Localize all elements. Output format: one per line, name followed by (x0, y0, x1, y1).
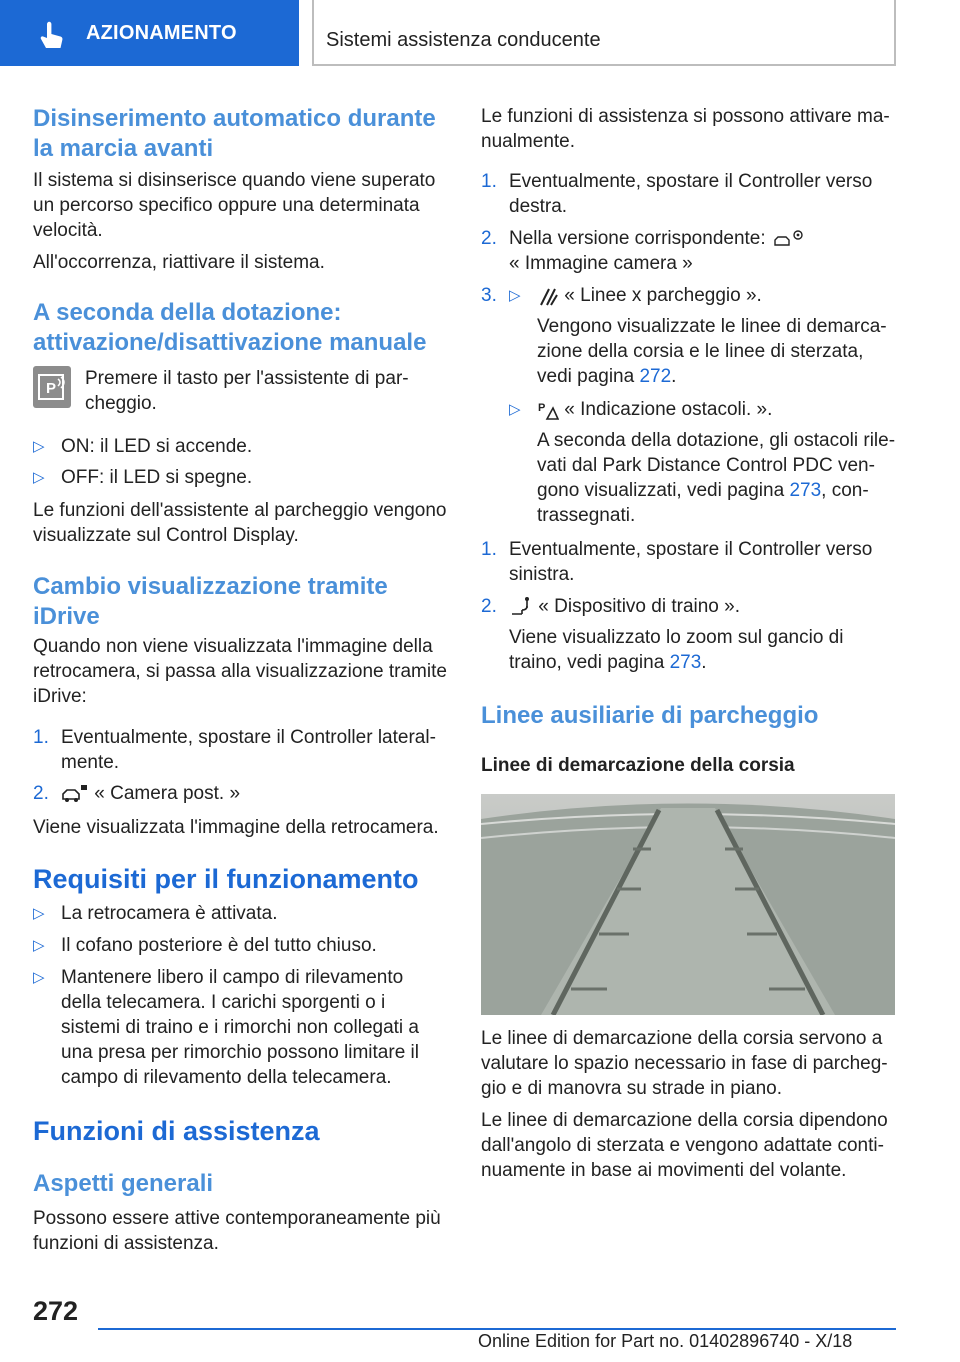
para-auto-off-1: Il sistema si disinserisce quando viene superato un percorso specifico oppure una determinata velocità. (33, 170, 436, 241)
heading-auto-off: Disinserimento automatico durante la marcia avanti (33, 105, 436, 162)
sub2-text-end: , contrassegnati. (537, 480, 869, 526)
chapter-tab[interactable] (0, 0, 299, 66)
section-tab-label: Sistemi assistenza conducente (326, 29, 601, 51)
list-item (33, 965, 448, 1090)
heading-general: Aspetti generali (33, 1170, 214, 1197)
list-item (33, 901, 448, 926)
para-lane-2: Le linee di demarcazione della corsia dipendono dall'angolo di sterzata e vengono adattate continuamente in base ai movimenti del volante. (481, 1110, 888, 1181)
sub1-description (509, 314, 896, 389)
list-item (33, 781, 448, 806)
para-rear-image: Viene visualizzata l'immagine della retrocamera. (33, 817, 439, 838)
para-manual: Le funzioni di assistenza si possono attivare manualmente. (481, 106, 890, 152)
lane-lines-illustration (481, 794, 895, 1015)
heading-manual: A seconda della dotazione: attivazione/disattivazione manuale (33, 299, 427, 356)
rear-camera-icon (61, 783, 89, 805)
sub2-text: A seconda della dotazione, gli ostacoli rilevati dal Park Distance Control PDC vengono visualizzati, vedi pagina (537, 430, 896, 501)
heading-lane-lines: Linee di demarcazione della corsia (481, 755, 795, 776)
camera-post-label: « Camera post. » (94, 783, 241, 804)
section-tab[interactable] (312, 0, 896, 66)
list-item-text: ON: il LED si accende. (61, 436, 253, 457)
sub1-text-end: . (671, 366, 677, 387)
list-item (33, 465, 448, 490)
parking-lines-label: « Linee x parcheggio ». (564, 285, 762, 306)
list-item-text: La retrocamera è attivata. (61, 903, 278, 924)
bullet-triangle-icon: ▷ (509, 287, 521, 304)
sub-list-item (509, 397, 896, 422)
step-number: 2. (33, 783, 49, 804)
tow-label: « Dispositivo di traino ». (538, 596, 740, 617)
para-auto-off-2: All'occorrenza, riattivare il sistema. (33, 252, 325, 273)
para-lane-1: Le linee di demarcazione della corsia servono a valutare lo spazio necessario in fase di parcheggio e di manovra su strade in piano. (481, 1028, 888, 1099)
step5-description (509, 625, 896, 675)
camera-settings-icon (771, 228, 807, 250)
heading-functions: Funzioni di assistenza (33, 1116, 320, 1146)
footer-divider (98, 1328, 896, 1330)
step-number: 1. (481, 539, 497, 560)
sub-list-item (509, 283, 896, 308)
list-item (33, 434, 448, 459)
heading-parking-lines: Linee ausiliarie di parcheggio (481, 702, 819, 729)
obstacle-indicator-icon (537, 399, 559, 421)
sub1-text: Vengono visualizzate le linee di demarcazione della corsia e le linee di sterzata, vedi pagina (537, 316, 887, 387)
svg-text:P: P (538, 401, 546, 414)
list-item-text: Il cofano posteriore è del tutto chiuso. (61, 935, 377, 956)
park-assist-button-icon (33, 366, 71, 408)
page-link[interactable]: 272 (639, 366, 672, 387)
step-text: Eventualmente, spostare il Controller lateralmente. (61, 727, 436, 773)
step-text: Eventualmente, spostare il Controller verso destra. (509, 171, 873, 217)
sub2-description (509, 428, 896, 528)
list-item (481, 169, 896, 219)
bullet-triangle-icon: ▷ (33, 905, 45, 922)
bullet-triangle-icon: ▷ (33, 438, 45, 455)
para-general: Possono essere attive contemporaneamente più funzioni di assistenza. (33, 1208, 441, 1254)
parking-lines-icon (537, 285, 559, 307)
step-text: Nella versione corrispondente: (509, 228, 766, 249)
para-display: Le funzioni dell'assistente al parcheggio vengono visualizzate sul Control Display. (33, 500, 447, 546)
bullet-triangle-icon: ▷ (33, 937, 45, 954)
step-number: 1. (481, 171, 497, 192)
step-text: Eventualmente, spostare il Controller verso sinistra. (509, 539, 873, 585)
para-button: Premere il tasto per l'assistente di parcheggio. (85, 368, 409, 414)
list-item (33, 933, 448, 958)
heading-idrive: Cambio visualizzazione tramite iDrive (33, 573, 388, 630)
page-header (0, 0, 960, 66)
list-item (481, 537, 896, 587)
tow-hitch-icon (509, 596, 533, 618)
list-item (481, 283, 896, 528)
page-number: 272 (33, 1296, 79, 1326)
step-number: 1. (33, 727, 49, 748)
list-item-text: Mantenere libero il campo di rilevamento della telecamera. I carichi sporgenti o i sistemi di traino e i rimorchi non collegati a una presa per rimorchio possono limitare il campo di rilevamento della telecamera. (61, 967, 419, 1088)
para-idrive: Quando non viene visualizzata l'immagine della retrocamera, si passa alla visualizzazione tramite iDrive: (33, 636, 447, 707)
requirements-list (33, 901, 448, 1090)
list-item (481, 594, 896, 675)
heading-requirements: Requisiti per il funzionamento (33, 864, 419, 894)
page-link[interactable]: 273 (789, 480, 822, 501)
hand-icon (36, 20, 68, 52)
svg-text:P: P (46, 380, 57, 397)
bullet-triangle-icon: ▷ (509, 401, 521, 418)
button-description (33, 366, 448, 416)
idrive-steps (33, 725, 448, 806)
page-link[interactable]: 273 (669, 652, 702, 673)
camera-image-label: « Immagine camera » (509, 253, 693, 274)
bullet-triangle-icon: ▷ (33, 969, 45, 986)
step-number: 2. (481, 596, 497, 617)
obstacle-label: « Indicazione ostacoli. ». (564, 399, 773, 420)
list-item (33, 725, 448, 775)
bullet-triangle-icon: ▷ (33, 469, 45, 486)
chapter-tab-label: AZIONAMENTO (86, 22, 237, 44)
step5-text: Viene visualizzato lo zoom sul gancio di traino, vedi pagina (509, 627, 844, 673)
step-number: 2. (481, 228, 497, 249)
led-list (33, 434, 448, 490)
footer-edition: Online Edition for Part no. 01402896740 - X/18 (478, 1331, 853, 1351)
list-item (481, 226, 896, 276)
list-item-text: OFF: il LED si spegne. (61, 467, 253, 488)
step-number: 3. (481, 285, 497, 306)
step5-text-end: . (701, 652, 707, 673)
